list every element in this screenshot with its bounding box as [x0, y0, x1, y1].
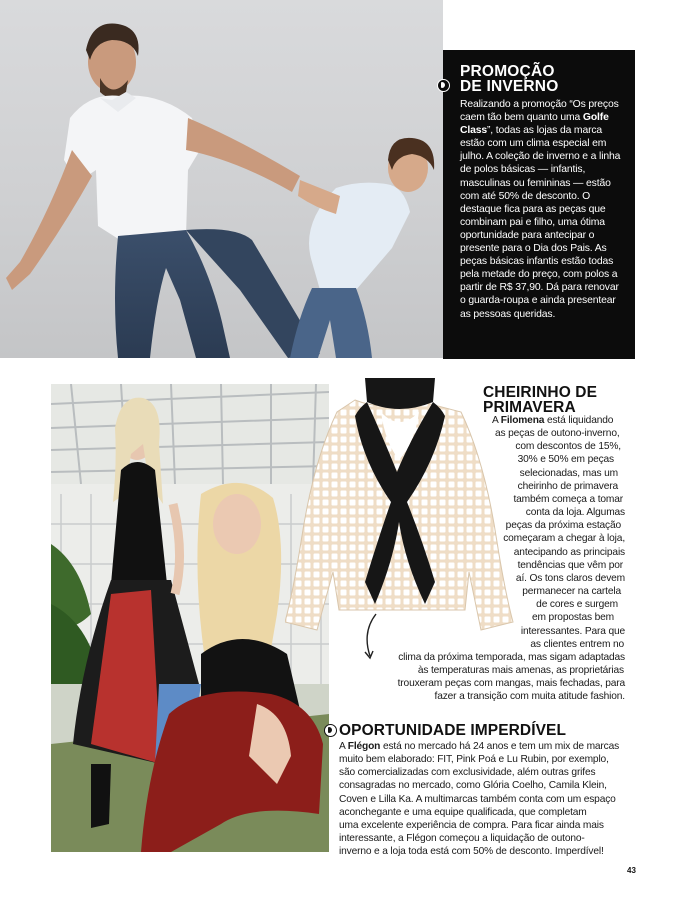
- cheirinho-text: às temperaturas mais amenas, as proprietárias: [417, 664, 624, 676]
- promo-box: [443, 50, 635, 359]
- cheirinho-text: A: [492, 415, 501, 426]
- promo-body: [460, 98, 625, 321]
- cheirinho-line: [330, 493, 623, 506]
- cheirinho-text: fazer a transição com muita atitude fashion.: [434, 691, 625, 703]
- oportunidade-text: aconchegante e uma equipe qualificada, que completam: [339, 806, 587, 818]
- oportunidade-line: [339, 819, 639, 832]
- cheirinho-text: antecipando as principais: [513, 546, 625, 558]
- page-number: 43: [627, 866, 636, 875]
- cheirinho-body: [330, 414, 630, 703]
- cheirinho-line: [330, 414, 625, 427]
- cheirinho-line: [330, 506, 625, 519]
- cheirinho-line: [330, 453, 614, 466]
- cheirinho-line: [330, 480, 618, 493]
- cheirinho-text: de cores e surgem: [536, 599, 618, 611]
- cheirinho-line: [330, 625, 625, 638]
- oportunidade-line: [339, 832, 639, 845]
- cheirinho-line: [330, 559, 623, 572]
- cheirinho-text: tendências que vêm por: [517, 559, 623, 571]
- oportunidade-text: A: [339, 741, 348, 752]
- cheirinho-line: [330, 611, 614, 624]
- oportunidade-line: [339, 793, 639, 806]
- oportunidade-line: [339, 740, 639, 753]
- oportunidade-bullet-icon: [324, 724, 337, 737]
- cheirinho-text: conta da loja. Algumas: [525, 507, 625, 519]
- oportunidade-line: [339, 845, 639, 858]
- cheirinho-text: peças da próxima estação: [505, 520, 621, 532]
- oportunidade-line: [339, 779, 639, 792]
- oportunidade-line: [339, 806, 639, 819]
- cheirinho-text: as clientes entrem no: [530, 638, 624, 650]
- cheirinho-line: [330, 440, 621, 453]
- oportunidade-text: inverno e a loja toda está com 50% de desconto. Imperdível!: [339, 846, 604, 858]
- oportunidade-text: uma excelente experiência de compra. Para ficar ainda mais: [339, 819, 604, 831]
- cheirinho-line: [330, 519, 621, 532]
- cheirinho-line: [330, 598, 618, 611]
- oportunidade-text: são comercializadas com exclusividade, além outras grifes: [339, 767, 596, 779]
- cheirinho-text: 30% e 50% em peças: [517, 454, 614, 466]
- cheirinho-line: [330, 546, 625, 559]
- cheirinho-text: as peças de outono-inverno,: [495, 428, 620, 440]
- cheirinho-text: cheirinho de primavera: [517, 480, 618, 492]
- cheirinho-line: [330, 572, 625, 585]
- oportunidade-title: OPORTUNIDADE IMPERDÍVEL: [339, 722, 567, 739]
- father-son-photo: [0, 0, 443, 358]
- cheirinho-line: [330, 664, 624, 677]
- cheirinho-text: está liquidando: [544, 415, 614, 426]
- oportunidade-text: Coven e Lilla Ka. A multimarcas também conta com um espaço: [339, 793, 616, 805]
- cheirinho-text: em propostas bem: [532, 612, 614, 624]
- cheirinho-text: permanecer na cartela: [522, 586, 621, 598]
- promo-bullet-icon: [437, 79, 450, 92]
- promo-brand: Golfe Class: [460, 112, 609, 137]
- cheirinho-line: [330, 638, 624, 651]
- cheirinho-line: [330, 585, 621, 598]
- oportunidade-body: [339, 740, 639, 858]
- cheirinho-line: [330, 651, 625, 664]
- cheirinho-line: [330, 427, 625, 440]
- cheirinho-text: trouxeram peças com mangas, mais fechadas, para: [397, 678, 625, 690]
- oportunidade-line: [339, 753, 639, 766]
- oportunidade-text: consagradas no mercado, como Glória Coelho, Camila Klein,: [339, 780, 607, 792]
- oportunidade-text: muito bem elaborado: FIT, Pink Poá e Lu Rubin, por exemplo,: [339, 754, 609, 766]
- cheirinho-title: CHEIRINHO DE PRIMAVERA: [483, 384, 598, 416]
- cheirinho-text: aí. Os tons claros devem: [515, 572, 625, 584]
- cheirinho-text: com descontos de 15%,: [515, 441, 621, 453]
- oportunidade-text: interessante, a Flégon começou a liquidação de outono-: [339, 833, 585, 845]
- oportunidade-brand: Flégon: [347, 741, 381, 752]
- cheirinho-text: selecionadas, mas um: [519, 467, 618, 479]
- cheirinho-text: começaram a chegar à loja,: [503, 533, 625, 545]
- oportunidade-line: [339, 766, 639, 779]
- promo-body-rest: ”, todas as lojas da marca estão com um clima especial em julho. A coleção de inverno e a linha de polos básicas — infantis, masculinas ou femininas — estão com até 50% de desconto. O destaque fica para as peças que combinam pai e filho, uma ótima oportunidade para antecipar o presente para o Dia dos Pais. As peças básicas infantis estão todas pela metade do preço, com polos a partir de R$ 37,90. Dá para renovar o guarda-roupa e ainda presentear as pessoas queridas.: [460, 125, 621, 320]
- cheirinho-line: [330, 677, 625, 690]
- cheirinho-line: [330, 532, 625, 545]
- cheirinho-brand: Filomena: [500, 415, 545, 426]
- promo-title: PROMOÇÃO DE INVERNO: [460, 63, 559, 95]
- oportunidade-text: está no mercado há 24 anos e tem um mix de marcas: [380, 741, 620, 752]
- promo-body-lead: Realizando a promoção “Os preços caem tão bem quanto uma: [460, 99, 619, 124]
- cheirinho-text: também começa a tomar: [513, 493, 623, 505]
- cheirinho-text: interessantes. Para que: [520, 625, 625, 637]
- cheirinho-text: clima da próxima temporada, mas sigam adaptadas: [398, 651, 625, 663]
- cheirinho-line: [330, 467, 618, 480]
- cheirinho-line: [330, 690, 625, 703]
